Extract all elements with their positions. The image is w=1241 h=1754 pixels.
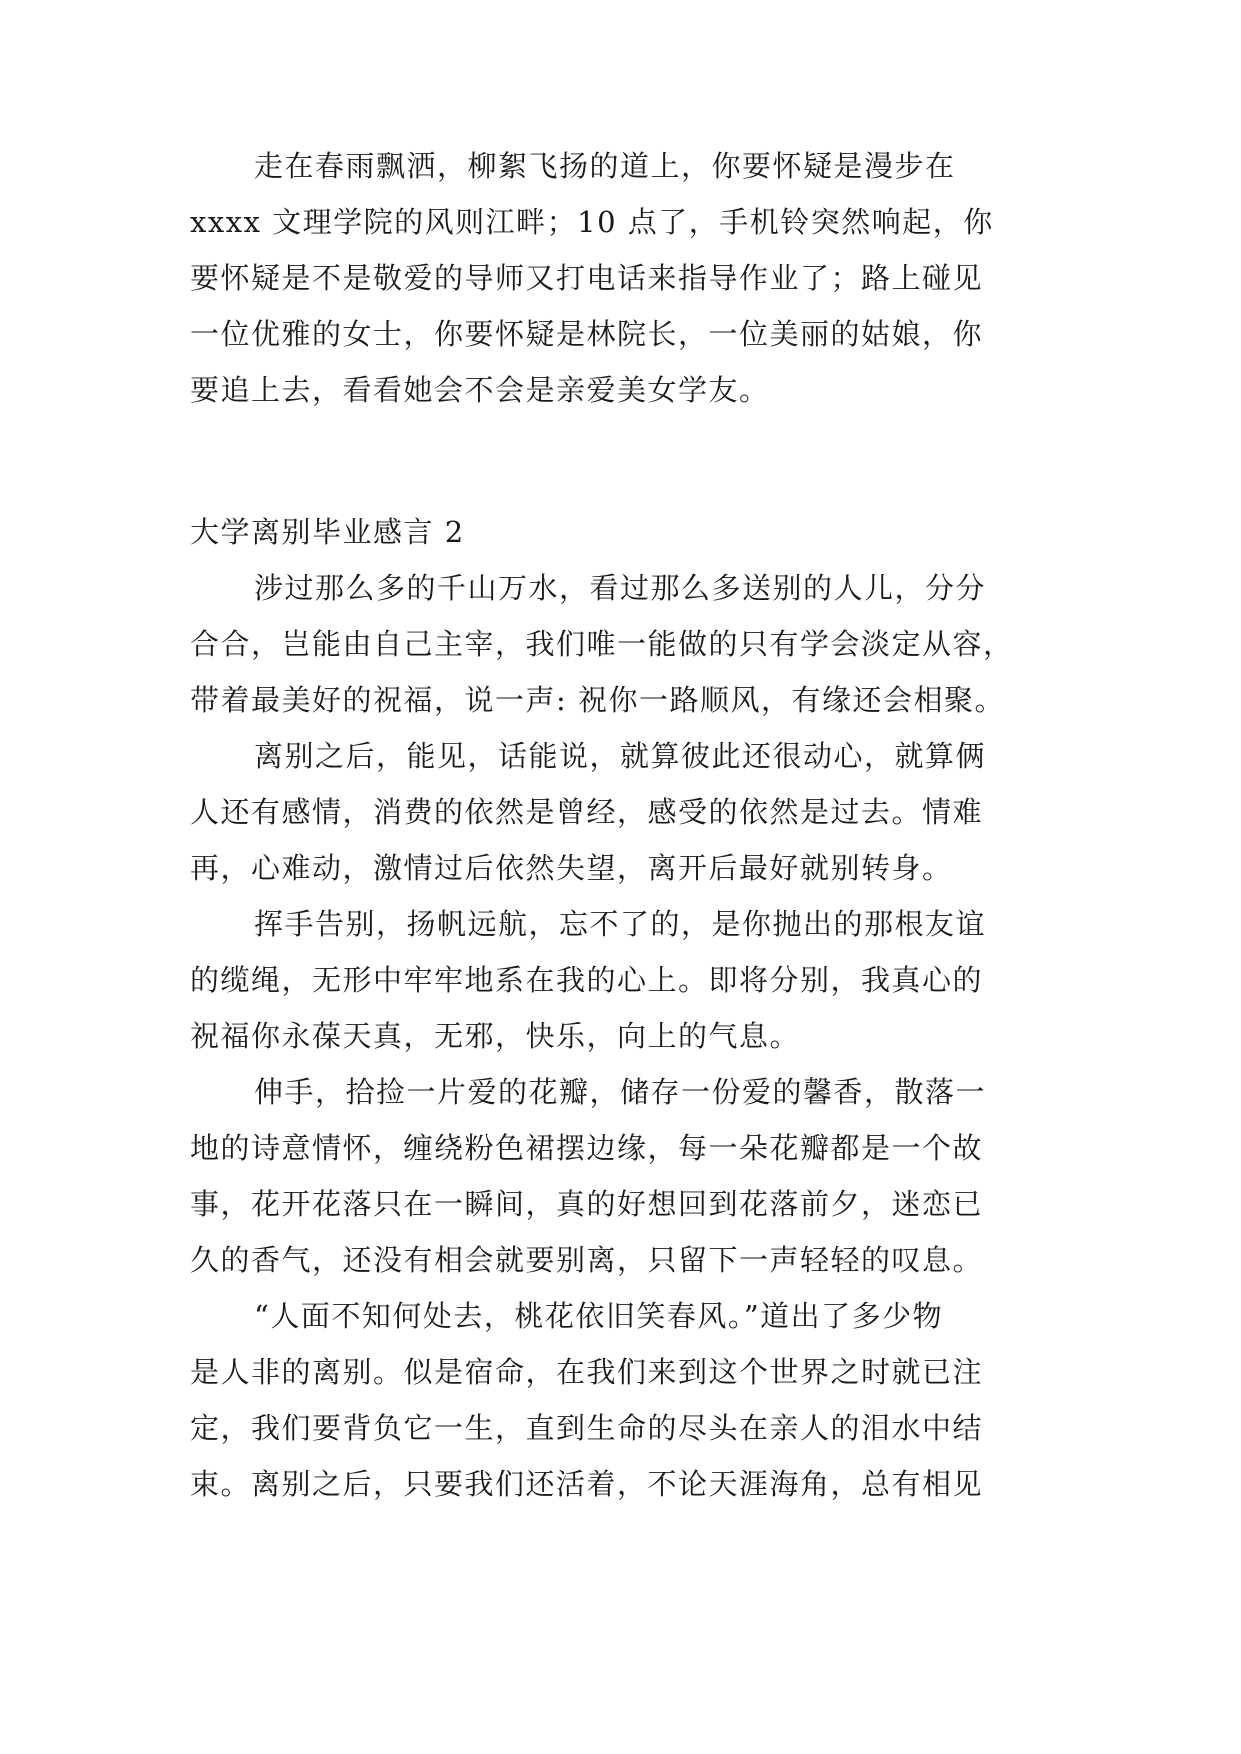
paragraph-line: 地的诗意情怀，缠绕粉色裙摆边缘，每一朵花瓣都是一个故 [190, 1131, 984, 1165]
paragraph-line: 事，花开花落只在一瞬间，真的好想回到花落前夕，迷恋已 [190, 1187, 984, 1221]
paragraph-line: 束。离别之后，只要我们还活着，不论天涯海角，总有相见 [190, 1467, 984, 1501]
paragraph-line: 要追上去，看看她会不会是亲爱美女学友。 [190, 373, 770, 407]
paragraph-line: 离别之后，能见，话能说，就算彼此还很动心，就算俩 [254, 739, 987, 773]
paragraph-line: 是人非的离别。似是宿命，在我们来到这个世界之时就已注 [190, 1355, 984, 1389]
paragraph-line: 一位优雅的女士，你要怀疑是林院长，一位美丽的姑娘，你 [190, 317, 984, 351]
paragraph-line: 挥手告别，扬帆远航，忘不了的，是你抛出的那根友谊 [254, 907, 987, 941]
paragraph-line: 合合，岂能由自己主宰，我们唯一能做的只有学会淡定从容， [190, 627, 1014, 661]
paragraph-line: 涉过那么多的千山万水，看过那么多送别的人儿，分分 [254, 571, 987, 605]
paragraph-line: 久的香气，还没有相会就要别离，只留下一声轻轻的叹息。 [190, 1243, 984, 1277]
paragraph-line: “人面不知何处去，桃花依旧笑春风。”道出了多少物 [254, 1299, 944, 1333]
paragraph-line: 定，我们要背负它一生，直到生命的尽头在亲人的泪水中结 [190, 1411, 984, 1445]
paragraph-line: 再，心难动，激情过后依然失望，离开后最好就别转身。 [190, 851, 953, 885]
paragraph-line: 要怀疑是不是敬爱的导师又打电话来指导作业了；路上碰见 [190, 261, 984, 295]
paragraph-line: 的缆绳，无形中牢牢地系在我的心上。即将分别，我真心的 [190, 963, 984, 997]
paragraph-line: 人还有感情，消费的依然是曾经，感受的依然是过去。情难 [190, 795, 984, 829]
paragraph-line: 走在春雨飘洒，柳絮飞扬的道上，你要怀疑是漫步在 [254, 149, 956, 183]
paragraph-line: 伸手，拾捡一片爱的花瓣，储存一份爱的馨香，散落一 [254, 1075, 987, 1109]
section-heading: 大学离别毕业感言 2 [190, 515, 465, 549]
paragraph-line: 带着最美好的祝福，说一声: 祝你一路顺风，有缘还会相聚。 [190, 683, 1005, 717]
paragraph-line: 祝福你永葆天真，无邪，快乐，向上的气息。 [190, 1019, 801, 1053]
paragraph-line: xxxx 文理学院的风则江畔；10 点了，手机铃突然响起，你 [190, 205, 994, 239]
